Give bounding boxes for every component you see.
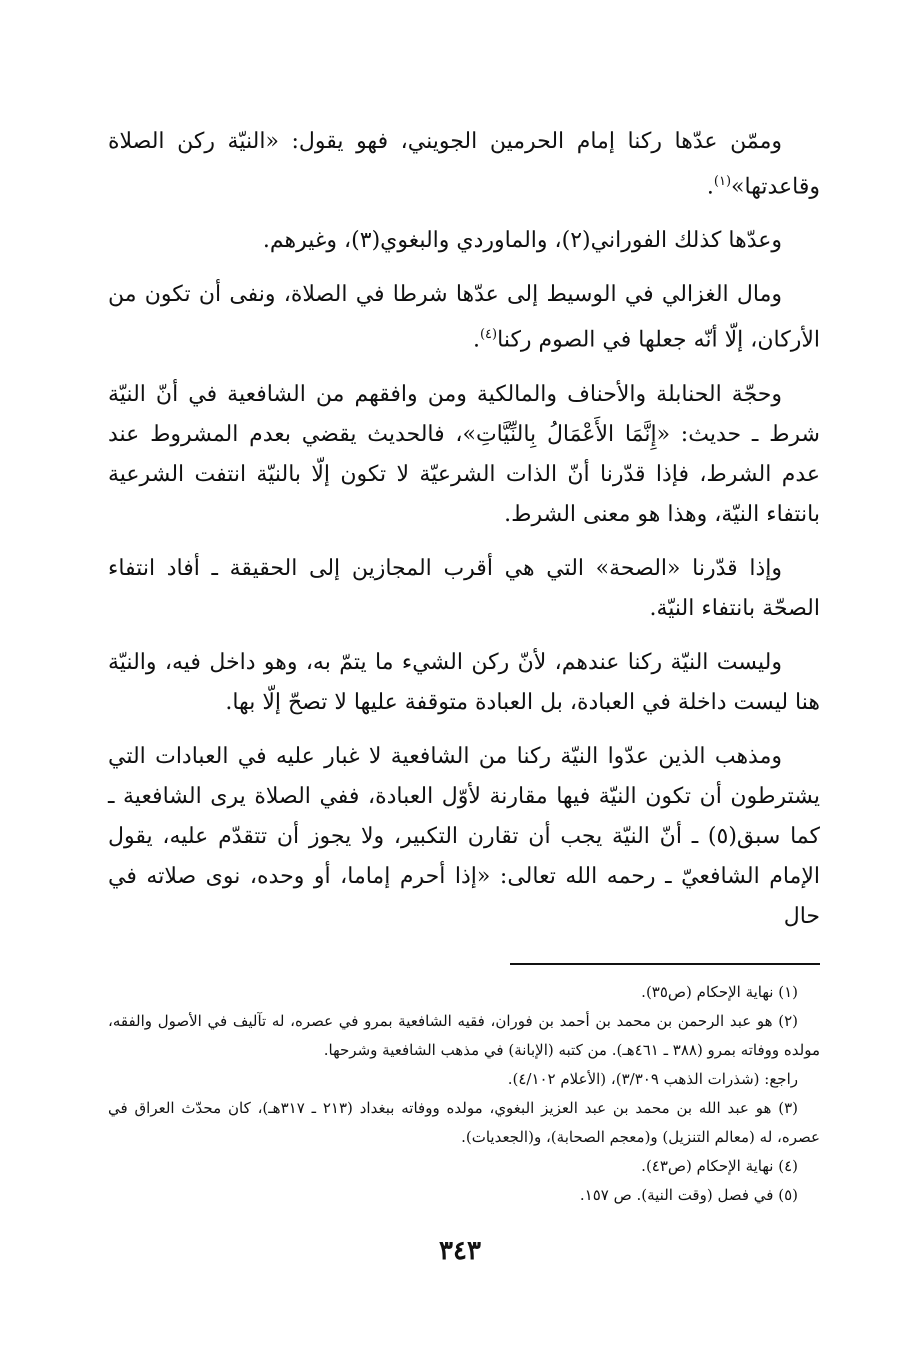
footnote: (١) نهاية الإحكام (ص٣٥). [641,983,798,1001]
footnote: (٢) هو عبد الرحمن بن محمد بن أحمد بن فوران، فقيه الشافعية بمرو في عصره، له تآليف في الأصول والفقه، مولده ووفاته بمرو (٣٨٨ ـ ٤٦١هـ). من كتبه (الإبانة) في مذهب الشافعية وشرحها. [108,1012,820,1059]
main-text [108,122,820,951]
footnote-separator [510,963,820,965]
paragraph: وحجّة الحنابلة والأحناف والمالكية ومن وافقهم من الشافعية في أنّ النيّة شرط ـ حديث: «إِنَّمَا الأَعْمَالُ بِالنِّيَّاتِ»، فالحديث يقضي بعدم المشروط عند عدم الشرط، فإذا قدّرنا أنّ الذات الشرعيّة لا تكون إلّا بالنيّة انتفت الشرعية بانتفاء النيّة، وهذا هو معنى الشرط. [108,381,820,527]
page-number: ٣٤٣ [439,1236,481,1266]
paragraph: وإذا قدّرنا «الصحة» التي هي أقرب المجازين إلى الحقيقة ـ أفاد انتفاء الصحّة بانتفاء النيّة. [108,555,820,621]
footnote: (٤) نهاية الإحكام (ص٤٣). [641,1157,798,1175]
paragraph: ومذهب الذين عدّوا النيّة ركنا من الشافعية لا غبار عليه في العبادات التي يشترطون أن تكون النيّة فيها مقارنة لأوّل العبادة، ففي الصلاة يرى الشافعية ـ كما سبق(٥) ـ أنّ النيّة يجب أن تقارن التكبير، ولا يجوز أن تتقدّم عليه، يقول الإمام الشافعيّ ـ رحمه الله تعالى: «إذا أحرم إماما، أو وحده، نوى صلاته في حال [108,743,820,929]
footnote: (٥) في فصل (وقت النية). ص ١٥٧. [579,1186,798,1204]
footnote: (٣) هو عبد الله بن محمد بن عبد العزيز البغوي، مولده ووفاته ببغداد (٢١٣ ـ ٣١٧هـ)، كان محدّث العراق في عصره، له (معالم التنزيل) و(معجم الصحابة)، و(الجعديات). [108,1099,820,1146]
footnotes [108,978,820,1210]
paragraph: وممّن عدّها ركنا إمام الحرمين الجويني، فهو يقول: «النيّة ركن الصلاة وقاعدتها»$^{(١)}$. [108,129,820,200]
footnote: راجع: (شذرات الذهب ٣/٣٠٩)، (الأعلام ٤/١٠٢). [507,1070,798,1088]
footnote-ref: (٤) [479,327,498,343]
paragraph: وعدّها كذلك الفوراني(٢)، والماوردي والبغوي(٣)، وغيرهم. [262,228,782,254]
paragraph: وليست النيّة ركنا عندهم، لأنّ ركن الشيء ما يتمّ به، وهو داخل فيه، والنيّة هنا ليست داخلة في العبادة، بل العبادة متوقفة عليها لا تصحّ إلّا بها. [108,649,820,715]
paragraph: ومال الغزالي في الوسيط إلى عدّها شرطا في الصلاة، ونفى أن تكون من الأركان، إلّا أنّه جعلها في الصوم ركنا$^{(٤)}$. [108,282,820,353]
footnote-ref: (١) [713,174,732,189]
